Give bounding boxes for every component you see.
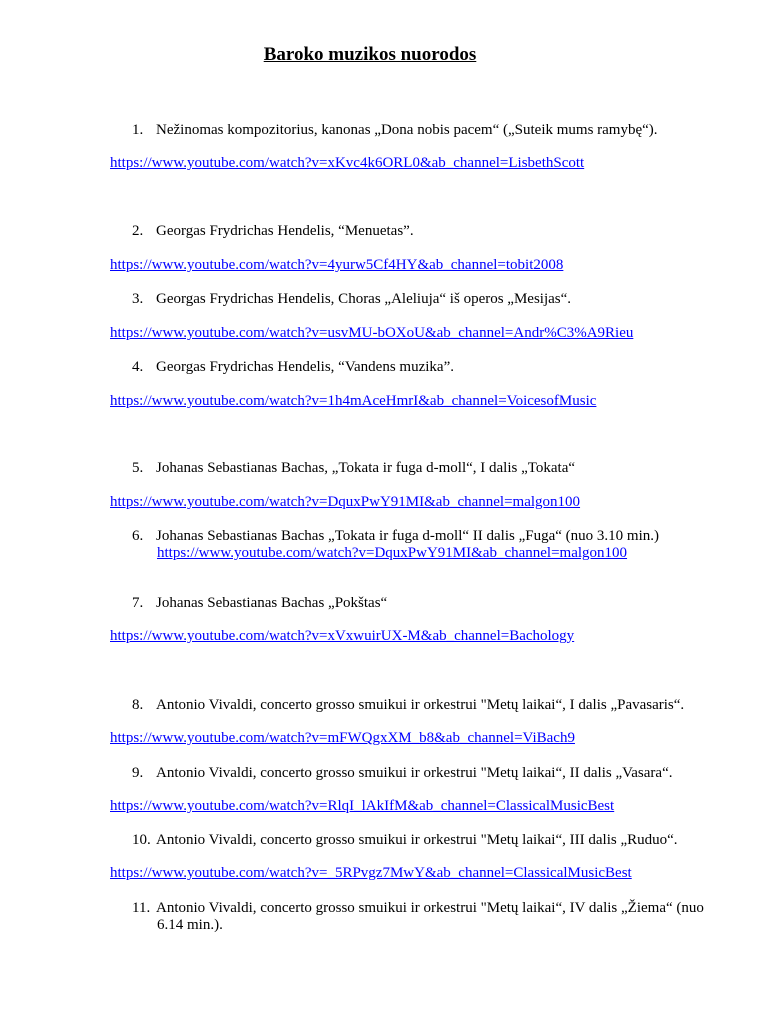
list-item	[132, 527, 659, 545]
item-text-continuation: 6.14 min.).	[157, 917, 223, 933]
item-number: 2.	[132, 223, 144, 239]
youtube-link[interactable]: https://www.youtube.com/watch?v=xVxwuirUX-M&ab_channel=Bachology	[110, 628, 575, 644]
list-item	[132, 290, 571, 308]
list-item	[132, 594, 387, 612]
item-number: 6.	[132, 528, 144, 544]
youtube-link[interactable]: https://www.youtube.com/watch?v=RlqI_lAkIfM&ab_channel=ClassicalMusicBest	[110, 798, 615, 814]
item-text: Johanas Sebastianas Bachas „Pokštas“	[156, 595, 388, 611]
list-item	[132, 121, 658, 139]
item-number: 11.	[132, 900, 151, 916]
list-item	[132, 358, 454, 376]
item-text: Johanas Sebastianas Bachas „Tokata ir fuga d-moll“ II dalis „Fuga“ (nuo 3.10 min.)	[156, 528, 659, 544]
item-text: Georgas Frydrichas Hendelis, Choras „Aleliuja“ iš operos „Mesijas“.	[156, 291, 572, 307]
youtube-link[interactable]: https://www.youtube.com/watch?v=usvMU-bOXoU&ab_channel=Andr%C3%A9Rieu	[110, 325, 634, 341]
item-number: 4.	[132, 359, 144, 375]
item-text: Antonio Vivaldi, concerto grosso smuikui ir orkestrui "Metų laikai“, III dalis „Ruduo“.	[156, 832, 678, 848]
item-text: Johanas Sebastianas Bachas, „Tokata ir fuga d-moll“, I dalis „Tokata“	[156, 460, 576, 476]
list-item	[132, 696, 684, 714]
youtube-link[interactable]: https://www.youtube.com/watch?v=xKvc4k6ORL0&ab_channel=LisbethScott	[110, 155, 585, 171]
youtube-link[interactable]: https://www.youtube.com/watch?v=mFWQgxXM_b8&ab_channel=ViBach9	[110, 730, 575, 746]
youtube-link[interactable]: https://www.youtube.com/watch?v=4yurw5Cf4HY&ab_channel=tobit2008	[110, 257, 564, 273]
youtube-link[interactable]: https://www.youtube.com/watch?v=1h4mAceHmrI&ab_channel=VoicesofMusic	[110, 393, 597, 409]
list-item	[132, 459, 575, 477]
item-text: Antonio Vivaldi, concerto grosso smuikui ir orkestrui "Metų laikai“, IV dalis „Žiema“ (nuo	[156, 900, 704, 916]
list-item	[132, 899, 704, 917]
item-number: 5.	[132, 460, 144, 476]
item-text: Antonio Vivaldi, concerto grosso smuikui ir orkestrui "Metų laikai“, I dalis „Pavasaris“.	[156, 697, 685, 713]
page-title: Baroko muzikos nuorodos	[263, 44, 477, 65]
item-number: 8.	[132, 697, 144, 713]
item-text: Georgas Frydrichas Hendelis, “Menuetas”.	[156, 223, 414, 239]
item-number: 1.	[132, 122, 144, 138]
item-number: 10.	[132, 832, 151, 848]
item-text: Nežinomas kompozitorius, kanonas „Dona nobis pacem“ („Suteik mums ramybę“).	[156, 122, 658, 138]
list-item	[132, 764, 673, 782]
item-text: Georgas Frydrichas Hendelis, “Vandens muzika”.	[156, 359, 454, 375]
youtube-link[interactable]: https://www.youtube.com/watch?v=DquxPwY91MI&ab_channel=malgon100	[157, 545, 628, 561]
youtube-link[interactable]: https://www.youtube.com/watch?v=_5RPvgz7MwY&ab_channel=ClassicalMusicBest	[110, 865, 632, 881]
youtube-link[interactable]: https://www.youtube.com/watch?v=DquxPwY91MI&ab_channel=malgon100	[110, 494, 581, 510]
item-text: Antonio Vivaldi, concerto grosso smuikui ir orkestrui "Metų laikai“, II dalis „Vasara“.	[156, 765, 673, 781]
item-number: 9.	[132, 765, 144, 781]
item-number: 3.	[132, 291, 144, 307]
list-item	[132, 831, 678, 849]
item-number: 7.	[132, 595, 144, 611]
list-item	[132, 222, 414, 240]
